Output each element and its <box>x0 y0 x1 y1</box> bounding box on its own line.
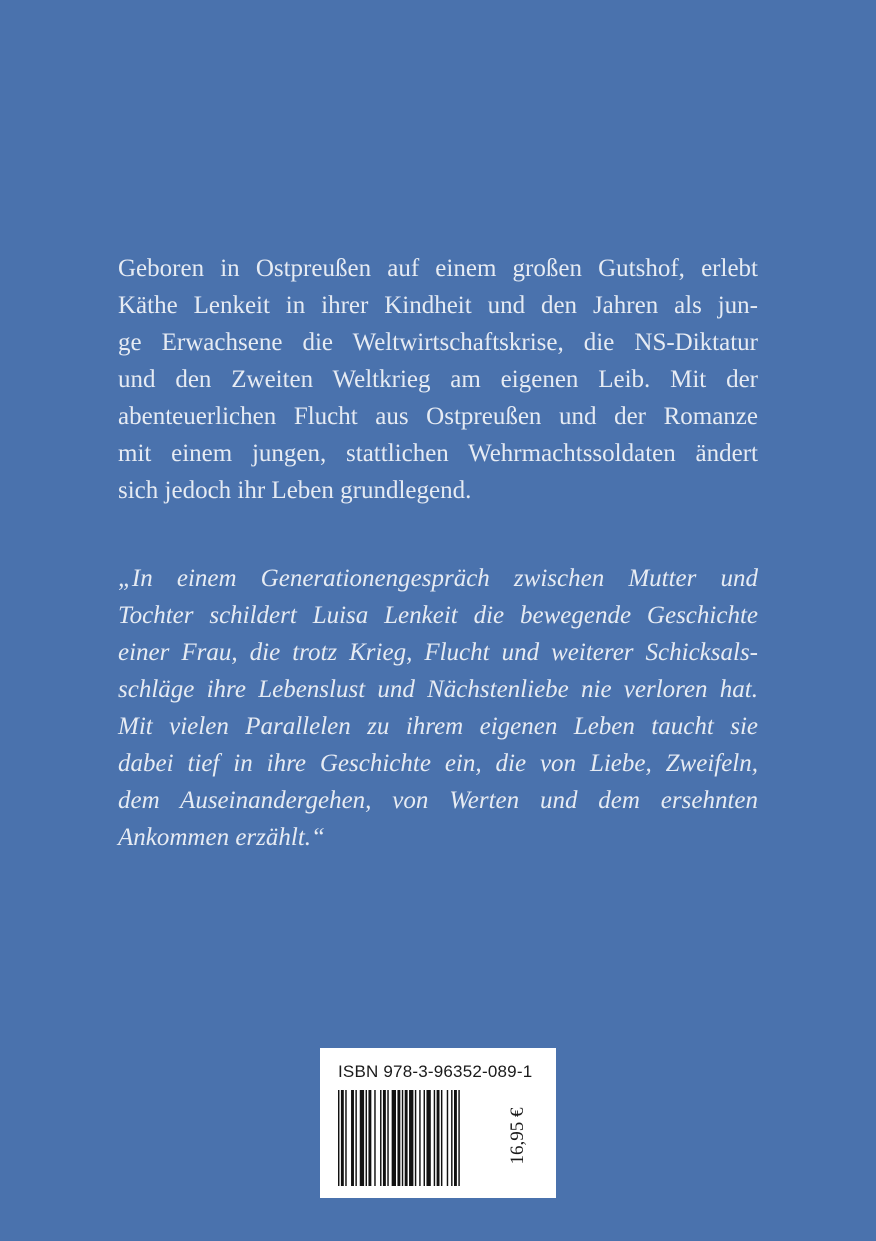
isbn-label: ISBN 978-3-96352-089-1 <box>338 1062 533 1081</box>
barcode-bar <box>397 1090 400 1186</box>
barcode-bar <box>345 1090 346 1186</box>
barcode-bar <box>441 1090 442 1186</box>
quote-line: Mit vielen Parallelen zu ihrem eigenen Leben taucht sie <box>118 713 758 740</box>
blurb-line: abenteuerlichen Flucht aus Ostpreußen und der Romanze <box>118 403 758 430</box>
blurb-line: sich jedoch ihr Leben grundlegend. <box>118 477 472 504</box>
barcode-bar <box>380 1090 381 1186</box>
quote-line: einer Frau, die trotz Krieg, Flucht und weiterer Schicksals- <box>118 639 758 666</box>
barcode-bar <box>451 1090 452 1186</box>
blurb-line: und den Zweiten Weltkrieg am eigenen Leib. Mit der <box>118 366 758 393</box>
barcode-bar <box>383 1090 386 1186</box>
back-cover-blurb <box>118 250 758 509</box>
price-label: 16,95 € <box>507 1107 528 1165</box>
barcode-bar <box>409 1090 413 1186</box>
barcode-bar <box>458 1090 459 1186</box>
back-cover-quote <box>118 560 758 856</box>
barcode-bar <box>368 1090 371 1186</box>
quote-line: dem Auseinandergehen, von Werten und dem ersehnten <box>118 787 758 814</box>
barcode-bar <box>360 1090 364 1186</box>
barcode-bar <box>338 1090 339 1186</box>
barcode-bar <box>419 1090 420 1186</box>
barcode-bar <box>405 1090 408 1186</box>
quote-line: „In einem Generationengespräch zwischen Mutter und <box>118 565 758 592</box>
quote-line: dabei tief in ihre Geschichte ein, die von Liebe, Zweifeln, <box>118 750 758 777</box>
barcode-bar <box>447 1090 448 1186</box>
barcode-bar <box>351 1090 354 1186</box>
blurb-line: ge Erwachsene die Weltwirtschaftskrise, die NS-Diktatur <box>118 329 758 356</box>
barcode-bar <box>454 1090 457 1186</box>
barcode-panel <box>320 1048 556 1198</box>
barcode-bar <box>374 1090 375 1186</box>
blurb-line: mit einem jungen, stattlichen Wehrmachtssoldaten ändert <box>118 440 758 467</box>
barcode-graphic <box>338 1090 496 1186</box>
barcode-bar <box>434 1090 435 1186</box>
barcode-bar <box>437 1090 440 1186</box>
barcode-bar <box>355 1090 356 1186</box>
barcode-bar <box>402 1090 403 1186</box>
barcode-bar <box>366 1090 367 1186</box>
quote-line: Tochter schildert Luisa Lenkeit die bewegende Geschichte <box>118 602 758 629</box>
quote-line: Ankommen erzählt.“ <box>118 824 325 851</box>
barcode-bar <box>387 1090 388 1186</box>
barcode-bar <box>424 1090 425 1186</box>
barcode-bar <box>392 1090 396 1186</box>
barcode-bar <box>415 1090 416 1186</box>
quote-line: schläge ihre Lebenslust und Nächstenliebe nie verloren hat. <box>118 676 758 703</box>
barcode-bar <box>341 1090 344 1186</box>
blurb-line: Käthe Lenkeit in ihrer Kindheit und den Jahren als jun- <box>118 292 758 319</box>
barcode-bar <box>426 1090 430 1186</box>
blurb-line: Geboren in Ostpreußen auf einem großen Gutshof, erlebt <box>118 255 758 282</box>
